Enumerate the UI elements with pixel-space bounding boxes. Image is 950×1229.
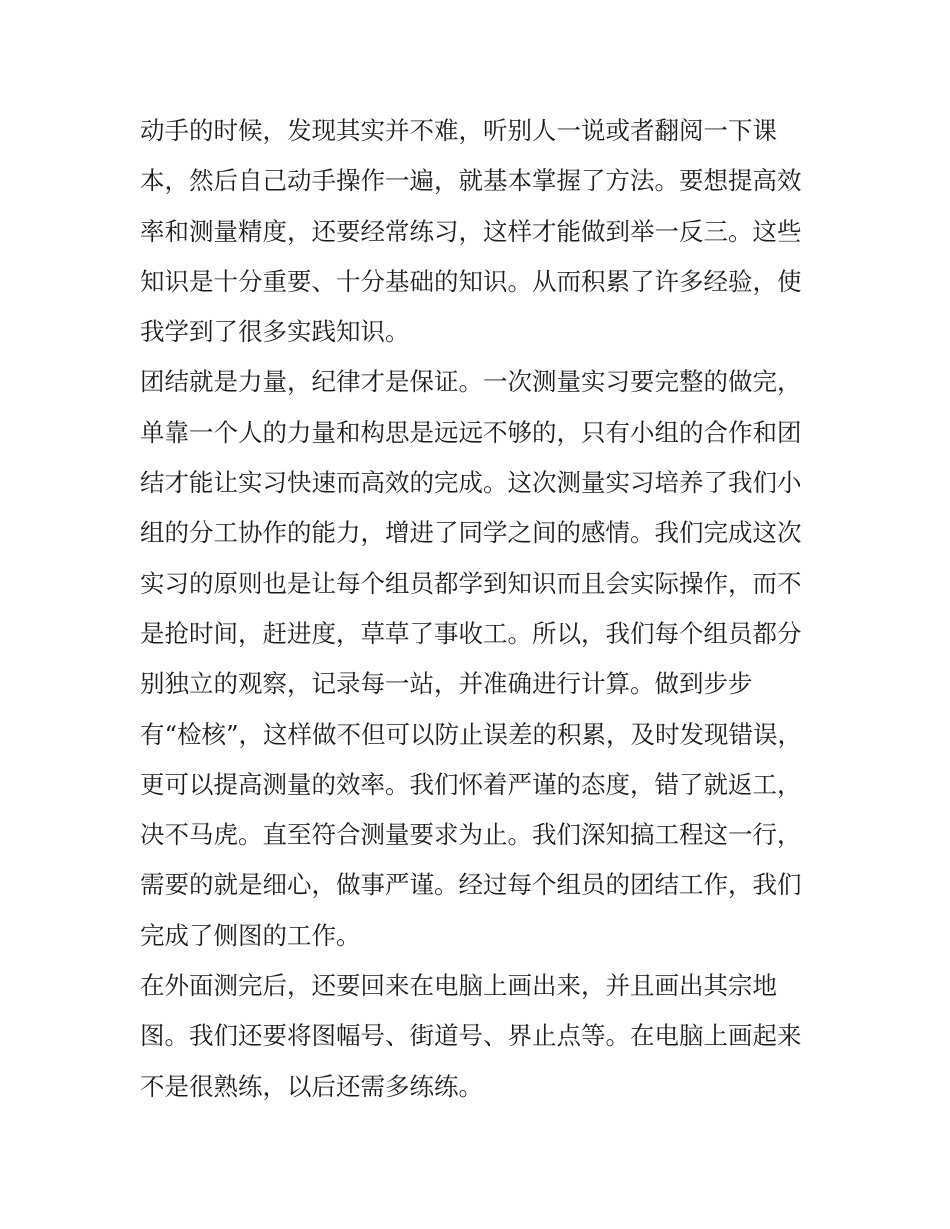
text-line: 单靠一个人的力量和构思是远远不够的，只有小组的合作和团	[140, 417, 802, 447]
text-line: 组的分工协作的能力，增进了同学之间的感情。我们完成这次	[140, 518, 802, 548]
text-line: 团结就是力量，纪律才是保证。一次测量实习要完整的做完，	[140, 367, 802, 397]
text-line: 决不马虎。直至符合测量要求为止。我们深知搞工程这一行，	[140, 820, 802, 850]
text-line: 别独立的观察，记录每一站，并准确进行计算。做到步步	[140, 669, 753, 699]
text-line: 有“检核”，这样做不但可以防止误差的积累，及时发现错误，	[140, 719, 803, 749]
text-line: 在外面测完后，还要回来在电脑上画出来，并且画出其宗地	[140, 971, 777, 1001]
text-line: 结才能让实习快速而高效的完成。这次测量实习培养了我们小	[140, 468, 802, 498]
paragraph-2	[140, 357, 820, 961]
text-line: 动手的时候，发现其实并不难，听别人一说或者翻阅一下课	[140, 116, 777, 145]
text-line: 本，然后自己动手操作一遍，就基本掌握了方法。要想提高效	[140, 166, 802, 196]
text-line: 实习的原则也是让每个组员都学到知识而且会实际操作，而不	[140, 568, 802, 598]
text-line: 是抢时间，赶进度，草草了事收工。所以，我们每个组员都分	[140, 618, 802, 648]
document-body	[140, 106, 820, 1112]
text-line: 率和测量精度，还要经常练习，这样才能做到举一反三。这些	[140, 216, 802, 246]
text-line: 图。我们还要将图幅号、街道号、界止点等。在电脑上画起来	[140, 1021, 802, 1051]
text-line: 我学到了很多实践知识。	[140, 317, 410, 347]
paragraph-1	[140, 106, 820, 357]
text-line: 完成了侧图的工作。	[140, 920, 361, 950]
text-line: 更可以提高测量的效率。我们怀着严谨的态度，错了就返工，	[140, 769, 802, 799]
text-line: 知识是十分重要、十分基础的知识。从而积累了许多经验，使	[140, 266, 802, 296]
text-line: 不是很熟练，以后还需多练练。	[140, 1071, 483, 1101]
paragraph-3	[140, 961, 820, 1112]
text-line: 需要的就是细心，做事严谨。经过每个组员的团结工作，我们	[140, 870, 802, 900]
